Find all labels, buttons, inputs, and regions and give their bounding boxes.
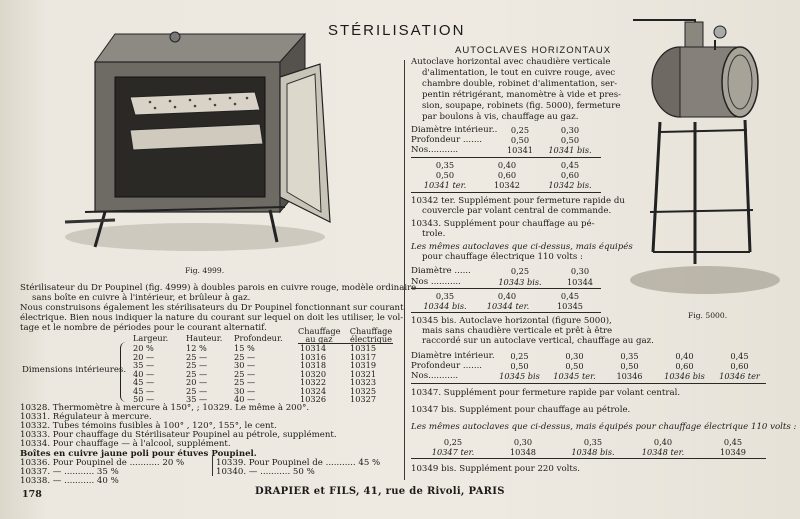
table3-cell: 10346 [616, 371, 643, 381]
model-5000-line-2: mais sans chaudière verticale et prêt à être [422, 326, 613, 336]
dimensions-cell: 20 % [133, 343, 154, 353]
suppl-10342ter-1: 10342 ter. Supplément pour fermeture rapide du [411, 196, 625, 206]
t1-r2c3-no: 10342 bis. [548, 180, 592, 190]
dimensions-cell: 25 — [186, 385, 208, 396]
t2-r1c2-diameter: 0,30 [570, 266, 590, 276]
suppl-10343-1: 10343. Supplément pour chauffage au pé- [411, 219, 595, 229]
dimensions-cell: 25 — [234, 377, 256, 387]
t1-r1c2-depth: 0,50 [560, 135, 580, 145]
line-10349bis: 10349 bis. Supplément pour 220 volts. [411, 464, 580, 474]
boxes-title: Boîtes en cuivre jaune poli pour étuves Poupinel. [20, 449, 257, 459]
t1-r2c1-no: 10341 ter. [423, 180, 467, 190]
dimensions-cell: 25 — [234, 368, 256, 379]
box-10337: 10337. — ........... 35 % [20, 467, 119, 477]
fig-4999-caption: Fig. 4999. [185, 266, 225, 275]
t2-r1c1-no: 10343 bis. [498, 277, 542, 287]
accessory-10333: 10333. Pour chauffage du Stérilisateur Poupinel au pétrole, supplément. [20, 430, 337, 440]
dimensions-cell: 10319 [350, 360, 377, 370]
col-header-gas: Chauffage au gaz [298, 326, 341, 344]
t1-r2c3-diameter: 0,45 [560, 160, 580, 170]
autoclave-desc-line-4: pentin rétrigérant, manomètre à vide et pres- [422, 90, 622, 100]
table4-cell: 10347 ter. [431, 447, 475, 457]
dimensions-cell: 12 % [186, 343, 207, 353]
table3-cell: 10346 ter [719, 371, 760, 381]
autoclave-desc-line-5: sion, soupape, robinets (fig. 5000), fermeture [422, 101, 621, 111]
table3-cell: 10345 ter. [553, 371, 596, 381]
table4-cell: 10349 [719, 447, 747, 457]
table3-cell: 0,50 [620, 361, 639, 371]
table4-cell: 10348 bis. [571, 447, 615, 457]
t1-r2c2-depth: 0,60 [497, 170, 517, 180]
t2-r1c2-no: 10344 [566, 277, 594, 287]
t2-r2c3-diameter: 0,45 [560, 291, 580, 301]
table4-cell: 0,40 [653, 437, 673, 447]
t1-r1c1-no: 10341 [506, 145, 534, 155]
suppl-10343-2: trole. [422, 229, 446, 239]
dimensions-cell: 15 % [234, 343, 255, 353]
dimensions-cell: 25 — [186, 360, 208, 370]
page-title: STÉRILISATION [328, 22, 466, 39]
dimensions-cell: 50 — [133, 394, 155, 404]
dimensions-cell: 10314 [300, 343, 327, 353]
table3-cell: 0,60 [730, 361, 749, 371]
table4-cell: 0,35 [583, 437, 603, 447]
t3-label-depth: Profondeur ....... [411, 361, 483, 371]
dimensions-cell: 45 — [133, 385, 155, 396]
dimensions-cell: 10321 [350, 368, 377, 379]
t2-r2c2-diameter: 0,40 [497, 291, 517, 301]
footer-address: DRAPIER et FILS, 41, rue de Rivoli, PARIS [255, 486, 505, 497]
t1-label-diameter: Diamètre intérieur.. [411, 125, 498, 135]
dimensions-cell: 25 — [234, 351, 256, 362]
col-header-largeur: Largeur. [133, 333, 169, 343]
dimensions-cell: 30 — [234, 385, 256, 396]
col-header-electric: Chauffage électrique [349, 326, 393, 344]
table4-cell: 10348 ter. [641, 447, 685, 457]
box-10340: 10340. — ........... 50 % [216, 467, 315, 477]
fig-5000-caption: Fig. 5000. [688, 311, 728, 320]
table4-cell: 0,30 [513, 437, 533, 447]
table3-cell: 0,25 [510, 351, 529, 361]
t1-r1c1-diameter: 0,25 [510, 125, 530, 135]
dimensions-cell: 10327 [350, 394, 377, 404]
dimensions-cell: 10317 [350, 351, 377, 362]
accessory-10334: 10334. Pour chauffage — à l'alcool, supplément. [20, 439, 231, 449]
dimensions-cell: 10320 [300, 368, 327, 379]
sterilizer-desc-line-2: sans boîte en cuivre à l'intérieur, et brûleur à gaz. [32, 293, 251, 303]
accessory-10332: 10332. Tubes témoins fusibles à 100° , 120°, 155°, le cent. [20, 421, 277, 431]
box-10338: 10338. — ........... 40 % [20, 476, 119, 486]
col-header-profondeur: Profondeur. [234, 333, 283, 343]
dimensions-cell: 30 — [234, 360, 256, 370]
t3-label-diameter: Diamètre intérieur. [411, 351, 495, 361]
dimensions-cell: 40 — [234, 394, 256, 404]
t2-r2c3-no: 10345 [556, 301, 584, 311]
dimensions-cell: 25 — [186, 368, 208, 379]
autoclave-illustration [625, 12, 785, 312]
t1-r2c3-depth: 0,60 [560, 170, 580, 180]
dimensions-cell: 20 — [133, 351, 155, 362]
electric-110v-line: Les mêmes autoclaves que ci-dessus, mais équipés pour chauffage électrique 110 volts : [411, 422, 797, 432]
sterilizer-desc-line-4: électrique. Bien nous indiquer la nature du courant sur lequel on doit les utiliser, le vol- [20, 313, 404, 323]
t1-r1c1-depth: 0,50 [510, 135, 530, 145]
t1-r1c2-diameter: 0,30 [560, 125, 580, 135]
suppl-10342ter-2: couvercle par volant central de commande. [422, 206, 612, 216]
table4-cell: 10348 [509, 447, 537, 457]
autoclave-desc-line-2: d'alimentation, le tout en cuivre rouge, avec [422, 68, 616, 78]
dimensions-cell: 10326 [300, 394, 327, 404]
t2-r1c1-diameter: 0,25 [510, 266, 530, 276]
dimensions-cell: 35 — [186, 394, 208, 404]
t1-r2c2-no: 10342 [493, 180, 521, 190]
autoclave-desc-line-3: chambre double, robinet d'alimentation, ser- [422, 79, 618, 89]
autoclave-desc-line-6: par boulons à vis, chauffage au gaz. [422, 112, 579, 122]
dimensions-cell: 10322 [300, 377, 327, 387]
t2-label-nos: Nos ........... [411, 277, 461, 287]
t2-r2c1-diameter: 0,35 [435, 291, 455, 301]
dimensions-cell: 10315 [350, 343, 377, 353]
t2-label-diameter: Diamètre ...... [411, 266, 471, 276]
table3-cell: 10346 bis [664, 371, 705, 381]
t1-r2c2-diameter: 0,40 [497, 160, 517, 170]
dimensions-cell: 25 — [186, 351, 208, 362]
table3-cell: 10345 bis [499, 371, 540, 381]
sterilizer-desc-line-3: Nous construisons également les stérilisateurs du Dr Poupinel fonctionnant sur courant [20, 303, 404, 313]
box-10339: 10339. Pour Poupinel de ........... 45 % [216, 458, 381, 468]
table3-cell: 0,45 [730, 351, 749, 361]
model-5000-line-3: raccordé sur un autoclave vertical, chauffage au gaz. [422, 336, 654, 346]
accessory-10328: 10328. Thermomètre à mercure à 150°, ; 10329. Le même à 200°. [20, 403, 310, 413]
model-5000-line-1: 10345 bis. Autoclave horizontal (figure 5000), [411, 316, 612, 326]
table4-cell: 0,25 [443, 437, 463, 447]
t1-r2c1-depth: 0,50 [435, 170, 455, 180]
sterilizer-illustration [55, 22, 355, 267]
dimensions-cell: 35 — [133, 360, 155, 370]
electric-note-2: pour chauffage électrique 110 volts : [422, 252, 583, 262]
table3-cell: 0,35 [620, 351, 639, 361]
t2-r2c2-no: 10344 ter. [486, 301, 530, 311]
table3-cell: 0,40 [675, 351, 694, 361]
dimensions-cell: 20 — [186, 377, 208, 387]
dimensions-cell: 40 — [133, 368, 155, 379]
table3-cell: 0,50 [565, 361, 584, 371]
section-title: AUTOCLAVES HORIZONTAUX [455, 45, 612, 56]
line-10347bis: 10347 bis. Supplément pour chauffage au pétrole. [411, 405, 631, 415]
dimensions-cell: 10323 [350, 377, 377, 387]
sterilizer-desc-line-1: Stérilisateur du Dr Poupinel (fig. 4999) à doubles parois en cuivre rouge, modèle ordinaire [20, 283, 417, 293]
sterilizer-desc-line-5: tage et le nombre de périodes pour le courant alternatif. [20, 323, 267, 333]
box-10336: 10336. Pour Poupinel de ........... 20 % [20, 458, 185, 468]
t1-r2c1-diameter: 0,35 [435, 160, 455, 170]
page-number: 178 [22, 489, 42, 500]
t1-label-nos: Nos........... [411, 145, 459, 155]
dimensions-row-label: Dimensions intérieures. [22, 365, 127, 375]
t1-label-depth: Profondeur ....... [411, 135, 483, 145]
accessory-10331: 10331. Régulateur à mercure. [20, 412, 152, 422]
table3-cell: 0,30 [565, 351, 584, 361]
electric-note-1: Les mêmes autoclaves que ci-dessus, mais équipés [411, 242, 633, 252]
table3-cell: 0,50 [510, 361, 529, 371]
dimensions-cell: 10325 [350, 385, 377, 396]
t1-r1c2-no: 10341 bis. [548, 145, 592, 155]
dimensions-cell: 45 — [133, 377, 155, 387]
dimensions-cell: 10316 [300, 351, 327, 362]
col-header-hauteur: Hauteur. [186, 333, 223, 343]
dimensions-cell: 10318 [300, 360, 327, 370]
table4-cell: 0,45 [723, 437, 743, 447]
t3-label-nos: Nos........... [411, 371, 459, 381]
dimensions-cell: 10324 [300, 385, 327, 396]
line-10347: 10347. Supplément pour fermeture rapide par volant central. [411, 388, 681, 398]
autoclave-desc-line-1: Autoclave horizontal avec chaudière verticale [411, 57, 611, 67]
table3-cell: 0,60 [675, 361, 694, 371]
t2-r2c1-no: 10344 bis. [423, 301, 467, 311]
